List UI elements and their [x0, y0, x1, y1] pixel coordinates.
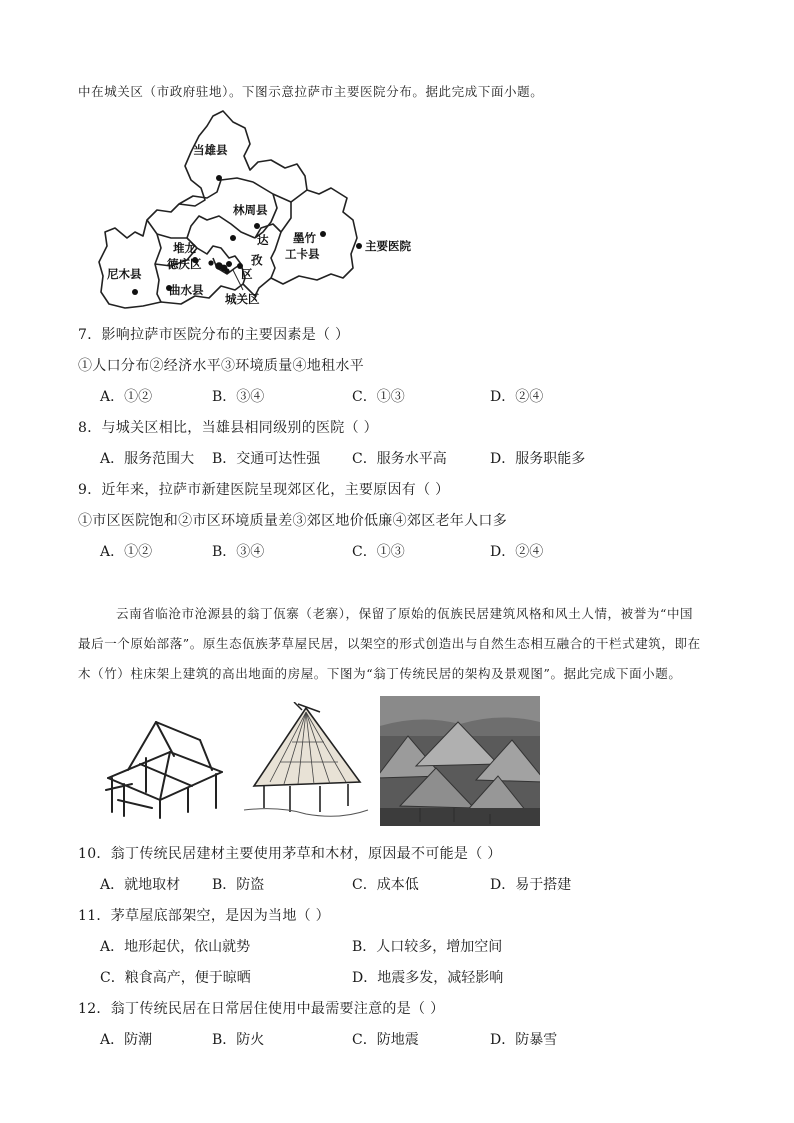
- q12-option-b[interactable]: B．防火: [212, 1032, 265, 1048]
- label-linzhou: 林周县: [233, 203, 268, 217]
- hospital-dot: [224, 268, 229, 273]
- q12-option-c[interactable]: C．防地震: [352, 1032, 419, 1048]
- q11-option-c[interactable]: C．粮食高产，便于晾晒: [100, 970, 251, 986]
- legend-dot: [356, 243, 362, 249]
- q8-option-a[interactable]: A．服务范围大: [100, 451, 195, 467]
- hospital-dot: [226, 261, 232, 267]
- q9-stem: 9．近年来，拉萨市新建医院呈现郊区化，主要原因有（ ）: [78, 482, 450, 498]
- q11-option-a[interactable]: A．地形起伏，依山就势: [100, 939, 251, 955]
- intro-text-2-line-1: 云南省临沧市沧源县的翁丁佤寨（老寨），保留了原始的佤族民居建筑风格和风土人情，被誉为“中国: [116, 606, 694, 621]
- q11-stem: 11．茅草屋底部架空，是因为当地（ ）: [78, 908, 330, 924]
- hospital-dot: [254, 223, 260, 229]
- q10-option-a[interactable]: A．就地取材: [100, 877, 181, 893]
- label-dazi-2: 孜: [251, 253, 263, 267]
- lhasa-hospital-map: [95, 108, 435, 313]
- hospital-dot: [230, 235, 236, 241]
- hospital-dot: [216, 175, 222, 181]
- label-dangxiong: 当雄县: [193, 143, 228, 157]
- legend-label: 主要医院: [365, 239, 411, 253]
- intro-text-2-line-2: 最后一个原始部落”。原生态佤族茅草屋民居，以架空的形式创造出与自然生态相互融合的干栏式建筑，即在: [78, 636, 701, 651]
- intro-text-2-line-3: 木（竹）柱床架上建筑的高出地面的房屋。下图为“翁丁传统民居的架构及景观图”。据此完成下面小题。: [78, 666, 682, 681]
- label-mozhu-2: 工卡县: [285, 247, 320, 261]
- label-duilong-1: 堆龙: [173, 241, 196, 255]
- q11-option-b[interactable]: B．人口较多，增加空间: [352, 939, 503, 955]
- q8-option-c[interactable]: C．服务水平高: [352, 451, 447, 467]
- q7-items: ①人口分布②经济水平③环境质量④地租水平: [78, 358, 364, 374]
- q10-option-b[interactable]: B．防盗: [212, 877, 265, 893]
- q12-option-d[interactable]: D．防暴雪: [490, 1032, 558, 1048]
- label-mozhu-1: 墨竹: [293, 231, 316, 245]
- label-chengguan: 城关区: [225, 292, 260, 306]
- q9-items: ①市区医院饱和②市区环境质量差③郊区地价低廉④郊区老年人口多: [78, 513, 507, 529]
- map-internal-border: [273, 190, 307, 202]
- hospital-dot: [132, 289, 138, 295]
- q10-option-c[interactable]: C．成本低: [352, 877, 419, 893]
- q9-option-b[interactable]: B．③④: [212, 544, 265, 560]
- q8-option-b[interactable]: B．交通可达性强: [212, 451, 321, 467]
- q7-stem: 7．影响拉萨市医院分布的主要因素是（ ）: [78, 327, 350, 343]
- q8-option-d[interactable]: D．服务职能多: [490, 451, 586, 467]
- q7-option-d[interactable]: D．②④: [490, 389, 544, 405]
- q12-option-a[interactable]: A．防潮: [100, 1032, 153, 1048]
- map-internal-border: [187, 216, 255, 238]
- q10-option-d[interactable]: D．易于搭建: [490, 877, 572, 893]
- thatched-hut-sketch: [240, 702, 372, 822]
- label-dazi-3: 区: [241, 267, 253, 281]
- q7-option-a[interactable]: A．①②: [100, 389, 153, 405]
- q9-option-d[interactable]: D．②④: [490, 544, 544, 560]
- hospital-dot: [208, 260, 213, 265]
- q8-stem: 8．与城关区相比，当雄县相同级别的医院（ ）: [78, 420, 378, 436]
- q7-option-c[interactable]: C．①③: [352, 389, 405, 405]
- q9-option-c[interactable]: C．①③: [352, 544, 405, 560]
- map-internal-border: [281, 202, 291, 232]
- q9-option-a[interactable]: A．①②: [100, 544, 153, 560]
- label-nimu: 尼木县: [107, 267, 142, 281]
- q10-stem: 10．翁丁传统民居建材主要使用茅草和木材，原因最不可能是（ ）: [78, 846, 502, 862]
- label-duilong-2: 德庆区: [167, 257, 202, 271]
- hospital-dot: [320, 231, 326, 237]
- label-qushui: 曲水县: [169, 283, 204, 297]
- house-frame-sketch: [100, 712, 230, 820]
- q11-option-d[interactable]: D．地震多发，减轻影响: [352, 970, 504, 986]
- map-internal-border: [147, 220, 161, 302]
- label-dazi-1: 达: [257, 233, 269, 247]
- q7-option-b[interactable]: B．③④: [212, 389, 265, 405]
- q12-stem: 12．翁丁传统民居在日常居住使用中最需要注意的是（ ）: [78, 1001, 445, 1017]
- village-photo: [380, 696, 540, 826]
- intro-text-1: 中在城关区（市政府驻地）。下图示意拉萨市主要医院分布。据此完成下面小题。: [78, 84, 544, 99]
